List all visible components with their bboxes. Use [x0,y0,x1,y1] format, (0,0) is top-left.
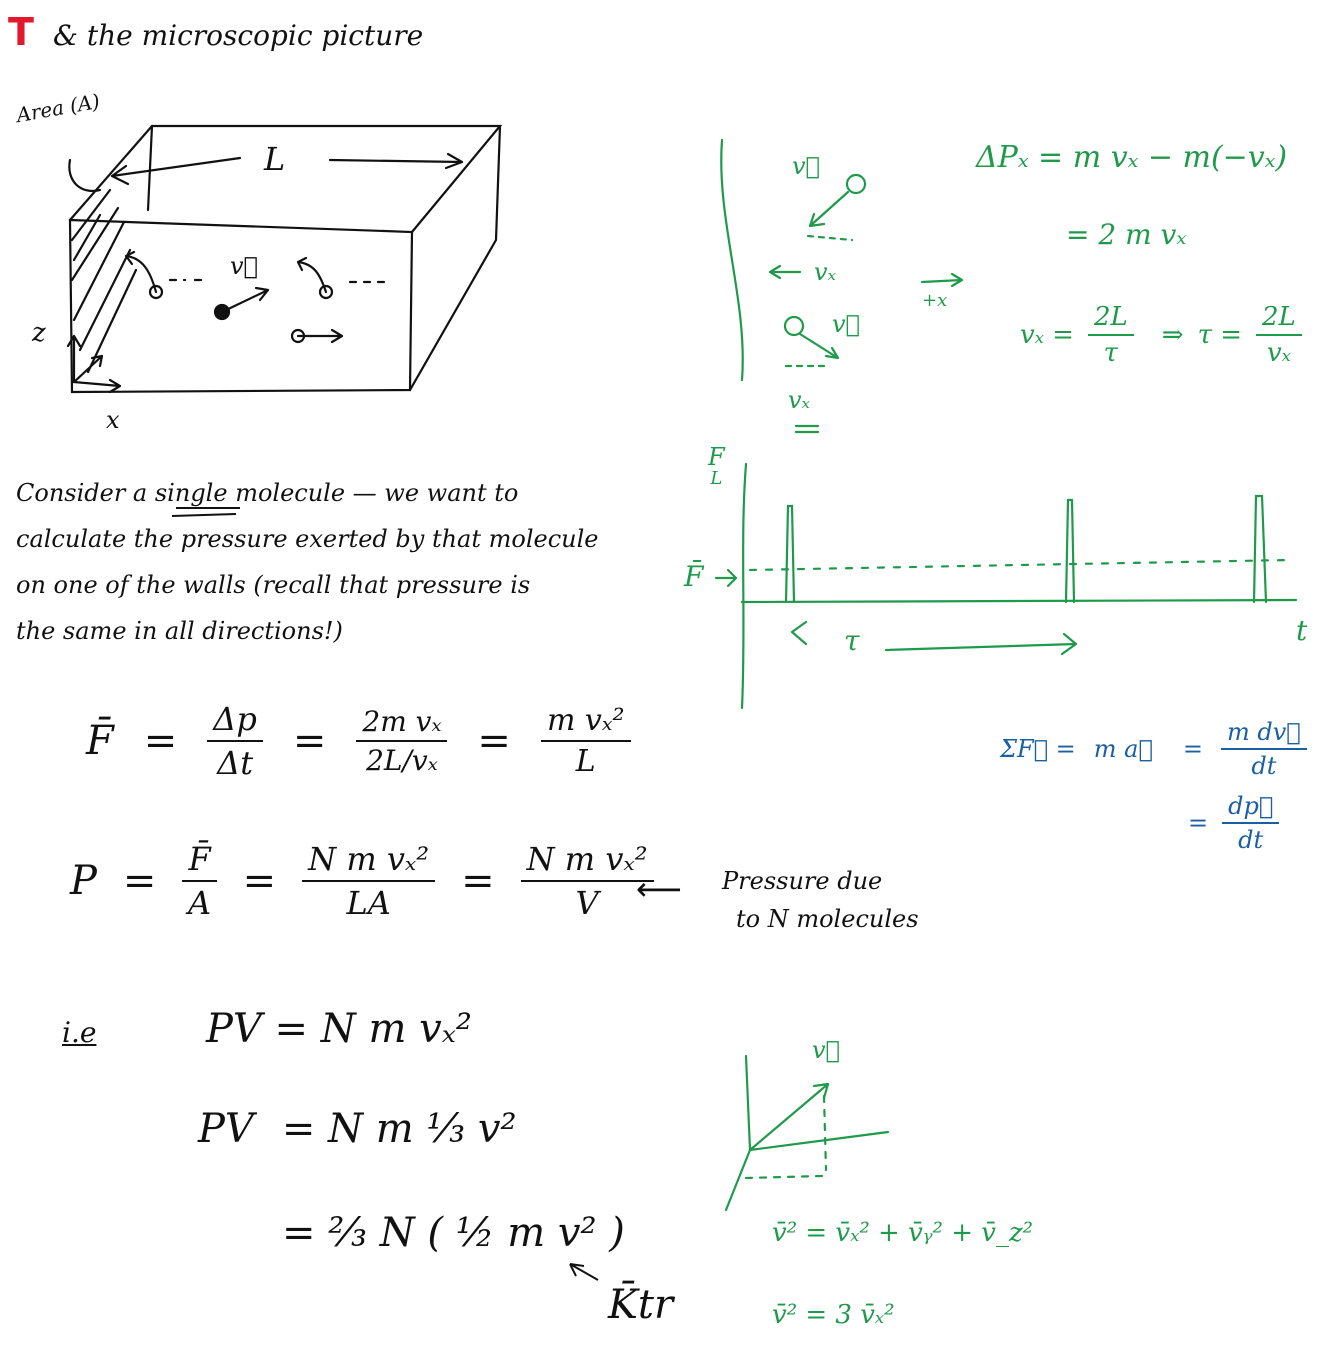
graph-y-label-sub: L [710,468,723,489]
graph-f-avg-label: F̄ [684,560,704,593]
collision-v-top: v⃗ [792,152,820,180]
newton-dp-num: dp⃗ [1222,792,1279,824]
eq-pressure-lhs: P [70,858,97,904]
collision-vx-frac-num: 2L [1088,302,1134,336]
vector-eq-2: v̄² = 3 v̄ₓ² [772,1300,895,1330]
eq-pressure-frac-3-den: V [575,884,599,922]
collision-tau-frac-den: vₓ [1266,338,1291,368]
eq-force-eq-2: = [292,718,327,764]
newton-ma: m a⃗ [1093,735,1153,763]
collision-implies: ⇒ [1161,320,1184,350]
length-label: L [264,140,286,178]
paragraph-line-3: on one of the walls (recall that pressure is [16,571,531,599]
newton-eq-2: = [1188,809,1209,837]
ie-line-2-lhs: PV [198,1106,254,1152]
collision-vx-frac-den: τ [1103,338,1119,368]
newton-mdv-num: m dv⃗ [1221,718,1307,750]
paragraph-line-2: calculate the pressure exerted by that molecule [16,525,599,553]
paragraph-line-1: Consider a single molecule — we want to [16,479,519,507]
title-mark: T [8,10,34,54]
ie-line-3: = ⅔ N ( ½ m v² ) [282,1210,625,1256]
collision-plus-x: +x [922,290,948,311]
newton-mdv-den: dt [1251,752,1277,780]
eq-force-frac-1-num: Δp [207,700,263,742]
collision-tau-lhs: τ = [1197,320,1243,350]
graph-y-label-top: F [708,443,725,471]
eq-force-frac-2-num: 2m vₓ [356,705,447,742]
pressure-note-arrow: ⟵ [636,870,682,908]
eq-pressure-frac-2-den: LA [346,884,391,922]
collision-v-bottom: v⃗ [832,310,860,338]
collision-dp-line-1: ΔPₓ = m vₓ − m(−vₓ) [976,140,1288,175]
ie-label: i.e [62,1016,97,1049]
ie-line-1: PV = N m vₓ² [206,1006,472,1052]
collision-vx-bottom: vₓ [788,386,811,414]
eq-pressure-eq-2: = [242,858,277,904]
velocity-label: v⃗ [230,252,258,280]
newton-sum-f: ΣF⃗ = [1000,735,1076,763]
vector-v-label: v⃗ [812,1036,840,1064]
eq-pressure-frac-1-num: F̄ [182,840,216,882]
collision-dp-line-2: = 2 m vₓ [1066,218,1187,251]
collision-tau-frac-num: 2L [1256,302,1302,336]
area-label: Area (A) [14,88,102,128]
eq-force-frac-3-den: L [575,744,596,779]
eq-pressure-frac-1-den: A [187,884,212,922]
eq-pressure-eq-3: = [461,858,495,904]
vector-eq-1: v̄² = v̄ₓ² + v̄ᵧ² + v̄_z² [772,1218,1034,1248]
collision-vx-eq-lhs: vₓ = [1020,320,1074,350]
collision-vx: vₓ [814,258,837,286]
eq-force-eq-1: = [143,718,178,764]
eq-pressure-frac-2-num: N m vₓ² [302,840,435,882]
pressure-note-line-2: to N molecules [736,905,919,933]
graph-tau-label: τ [844,624,860,657]
eq-force-frac-2-den: 2L/vₓ [366,744,438,777]
ktr-label: K̄tr [608,1282,674,1328]
axis-z-label: z [32,318,46,348]
eq-pressure-eq-1: = [122,858,157,904]
eq-force-frac-3-num: m vₓ² [541,703,631,742]
graph-t-label: t [1296,614,1308,647]
eq-pressure-frac-3-num: N m vₓ² [521,840,654,882]
eq-force-eq-3: = [477,718,511,764]
pressure-note-line-1: Pressure due [722,867,883,895]
ie-line-2-rhs: = N m ⅓ v² [281,1106,517,1152]
paragraph-line-4: the same in all directions!) [16,617,343,645]
newton-eq-1: = [1182,735,1203,763]
eq-force-lhs: F̄ [86,718,114,764]
newton-dp-den: dt [1238,826,1264,854]
eq-force-frac-1-den: Δt [217,744,254,782]
axis-x-label: x [106,406,120,434]
title-text: & the microscopic picture [53,19,424,52]
